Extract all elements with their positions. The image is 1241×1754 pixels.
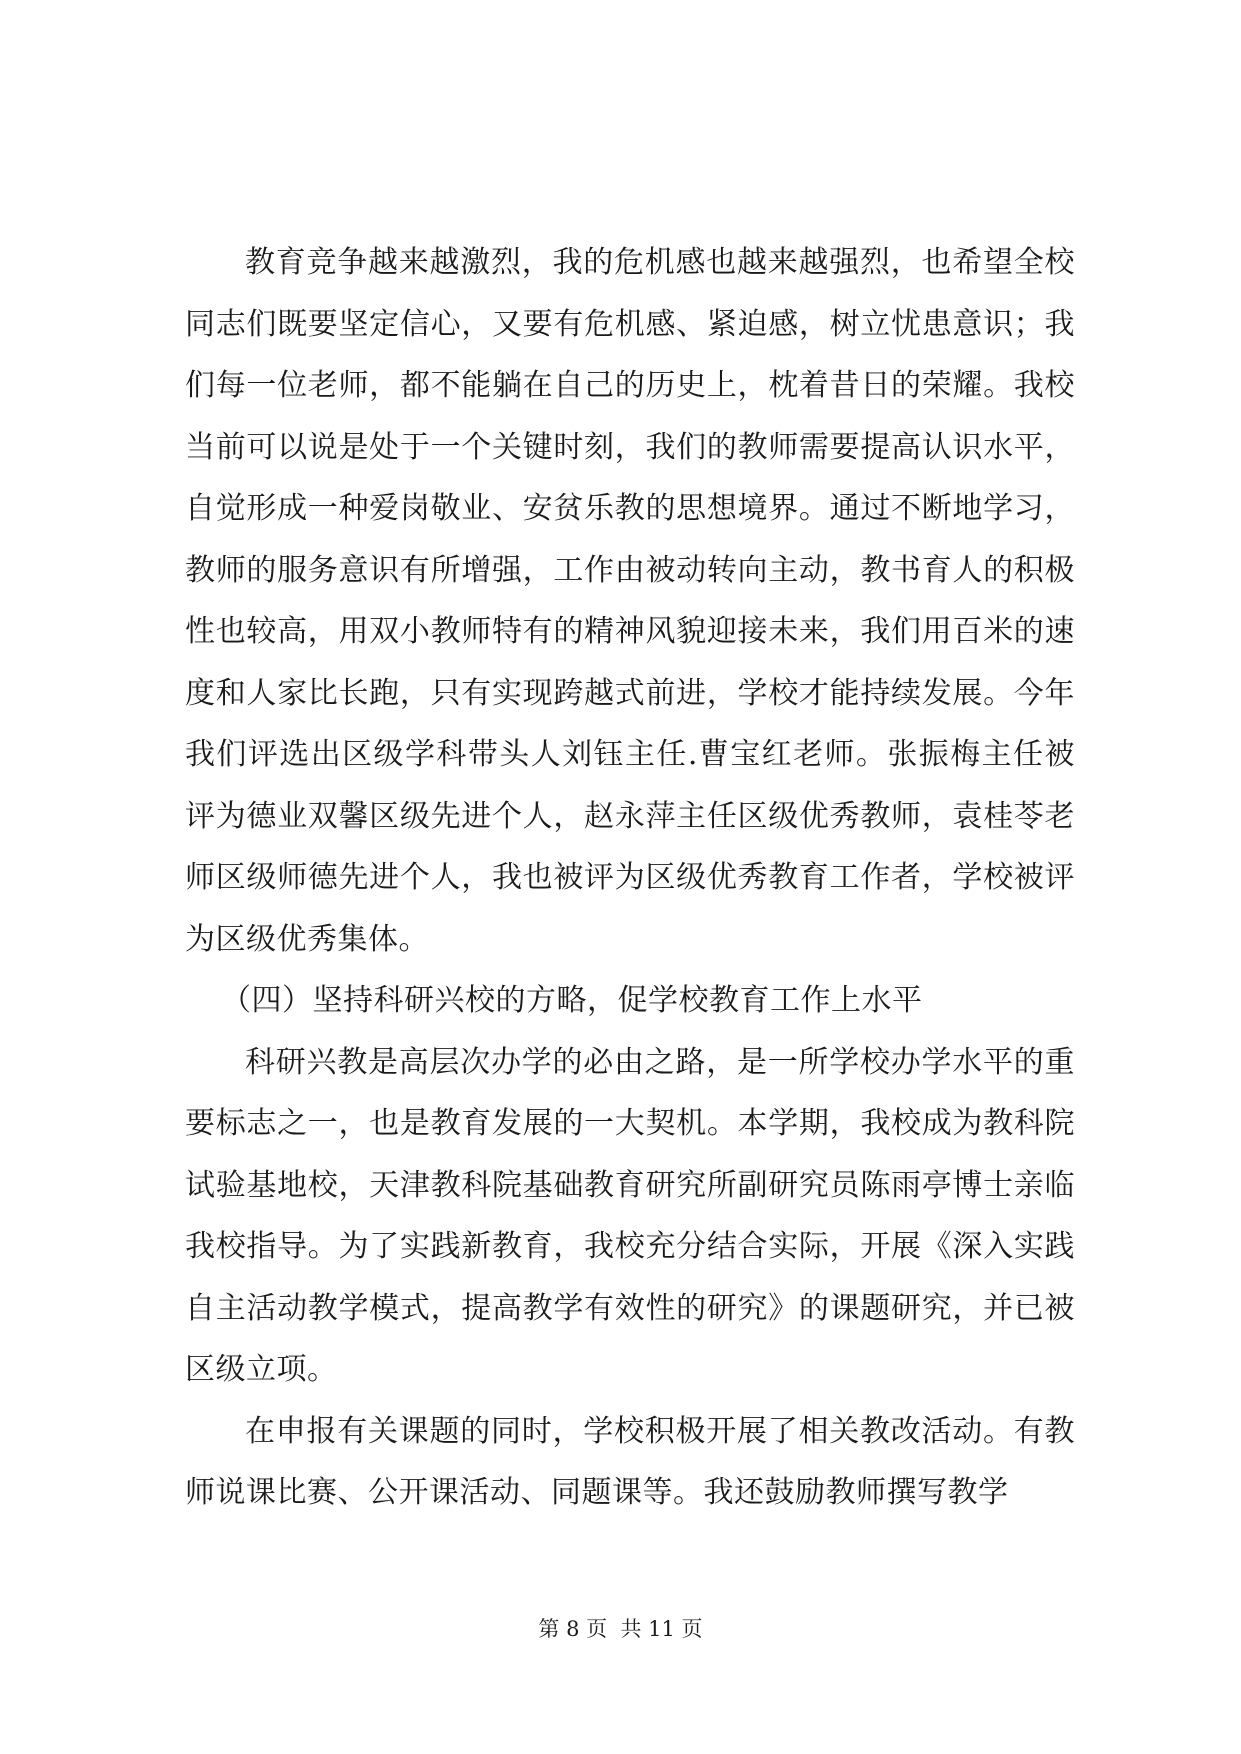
page-number-label: 第 8 页 共 11 页 [538,1617,703,1641]
paragraph-teaching-reform: 在申报有关课题的同时，学校积极开展了相关教改活动。有教师说课比赛、公开课活动、同题课等。我还鼓励教师撰写教学 [185,1413,1075,1510]
section-heading-research: （四）坚持科研兴校的方略，促学校教育工作上水平 [221,983,923,1018]
page-footer [0,1614,1241,1644]
paragraph-teacher-awareness: 教育竞争越来越激烈，我的危机感也越来越强烈，也希望全校同志们既要坚定信心，又要有危机感、紧迫感，树立忧患意识；我们每一位老师，都不能躺在自己的历史上，枕着昔日的荣耀。我校当前可以说是处于一个关键时刻，我们的教师需要提高认识水平，自觉形成一种爱岗敬业、安贫乐教的思想境界。通过不断地学习，教师的服务意识有所增强，工作由被动转向主动，教书育人的积极性也较高，用双小教师特有的精神风貌迎接未来，我们用百米的速度和人家比长跑，只有实现跨越式前进，学校才能持续发展。今年我们评选出区级学科带头人刘钰主任.曹宝红老师。张振梅主任被评为德业双馨区级先进个人，赵永萍主任区级优秀教师，袁桂苓老师区级师德先进个人，我也被评为区级优秀教育工作者，学校被评为区级优秀集体。 [185,245,1075,957]
document-body [185,232,1075,1524]
paragraph-research: 科研兴教是高层次办学的必由之路，是一所学校办学水平的重要标志之一，也是教育发展的一大契机。本学期，我校成为教科院试验基地校，天津教科院基础教育研究所副研究员陈雨亭博士亲临我校指导。为了实践新教育，我校充分结合实际，开展《深入实践自主活动教学模式，提高教学有效性的研究》的课题研究，并已被区级立项。 [185,1044,1075,1387]
